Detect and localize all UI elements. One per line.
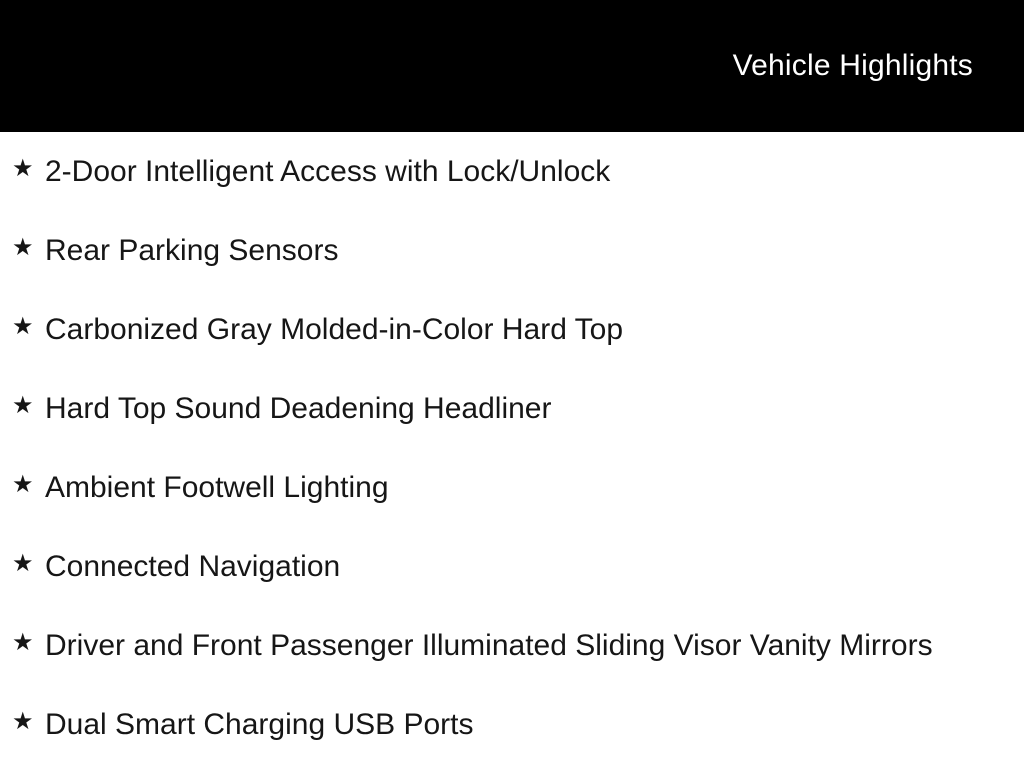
star-icon: ★	[12, 391, 34, 419]
star-icon: ★	[12, 707, 34, 735]
star-icon: ★	[12, 233, 34, 261]
page-title: Vehicle Highlights	[732, 49, 973, 82]
list-item	[0, 211, 1024, 290]
star-icon: ★	[12, 628, 34, 656]
star-icon: ★	[12, 470, 34, 498]
list-item-label: Dual Smart Charging USB Ports	[45, 707, 474, 741]
list-item-label: Connected Navigation	[45, 549, 341, 583]
list-item-label: Ambient Footwell Lighting	[45, 470, 389, 504]
star-icon: ★	[12, 154, 34, 182]
list-item	[0, 369, 1024, 448]
list-item	[0, 606, 1024, 685]
list-item-label: Rear Parking Sensors	[45, 233, 339, 267]
list-item	[0, 448, 1024, 527]
list-item-label: Driver and Front Passenger Illuminated Sliding Visor Vanity Mirrors	[45, 628, 933, 662]
star-icon: ★	[12, 549, 34, 577]
list-item	[0, 685, 1024, 764]
header-bar	[0, 0, 1024, 132]
vehicle-highlights-list	[0, 132, 1024, 764]
list-item-label: 2-Door Intelligent Access with Lock/Unlock	[45, 154, 611, 188]
list-item	[0, 290, 1024, 369]
list-item-label: Hard Top Sound Deadening Headliner	[45, 391, 552, 425]
list-item-label: Carbonized Gray Molded-in-Color Hard Top	[45, 312, 624, 346]
star-icon: ★	[12, 312, 34, 340]
list-item	[0, 132, 1024, 211]
list-item	[0, 527, 1024, 606]
